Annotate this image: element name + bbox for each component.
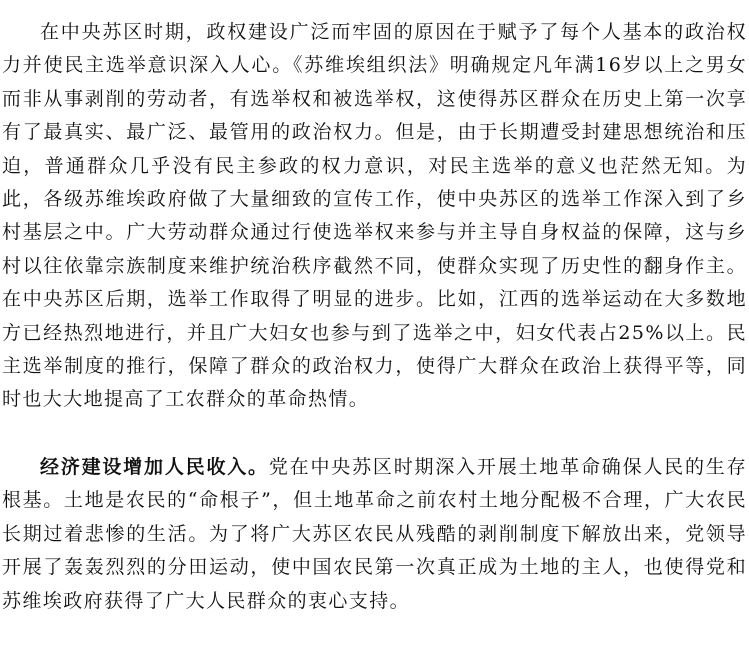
paragraph-text: 在中央苏区时期，政权建设广泛而牢固的原因在于赋予了每个人基本的政治权力并使民主选举意识深入人心。《苏维埃组织法》明确规定凡年满16岁以上之男女而非从事剥削的劳动者，有选举权和被选举权，这使得苏区群众在历史上第一次享有了最真实、最广泛、最管用的政治权力。但是，由于长期遭受封建思想统治和压迫，普通群众几乎没有民主参政的权力意识，对民主选举的意义也茫然无知。为此，各级苏维埃政府做了大量细致的宣传工作，使中央苏区的选举工作深入到了乡村基层之中。广大劳动群众通过行使选举权来参与并主导自身权益的保障，这与乡村以往依靠宗族制度来维护统治秩序截然不同，使群众实现了历史性的翻身作主。在中央苏区后期，选举工作取得了明显的进步。比如，江西的选举运动在大多数地方已经热烈地进行，并且广大妇女也参与到了选举之中，妇女代表占25%以上。民主选举制度的推行，保障了群众的政治权力，使得广大群众在政治上获得平等，同时也大大地提高了工农群众的革命热情。 [2,21,747,411]
paragraph-lead: 经济建设增加人民收入。 [40,455,269,478]
paragraph-text: 党在中央苏区时期深入开展土地革命确保人民的生存根基。土地是农民的“命根子”，但土地革命之前农村土地分配极不合理，广大农民长期过着悲惨的生活。为了将广大苏区农民从残酷的剥削制度下解放出来，党领导开展了轰轰烈烈的分田运动，使中国农民第一次真正成为土地的主人，也使得党和苏维埃政府获得了广大人民群众的衷心支持。 [2,455,748,612]
paragraph-political-power [2,16,747,417]
paragraph-economic-construction [2,451,747,618]
